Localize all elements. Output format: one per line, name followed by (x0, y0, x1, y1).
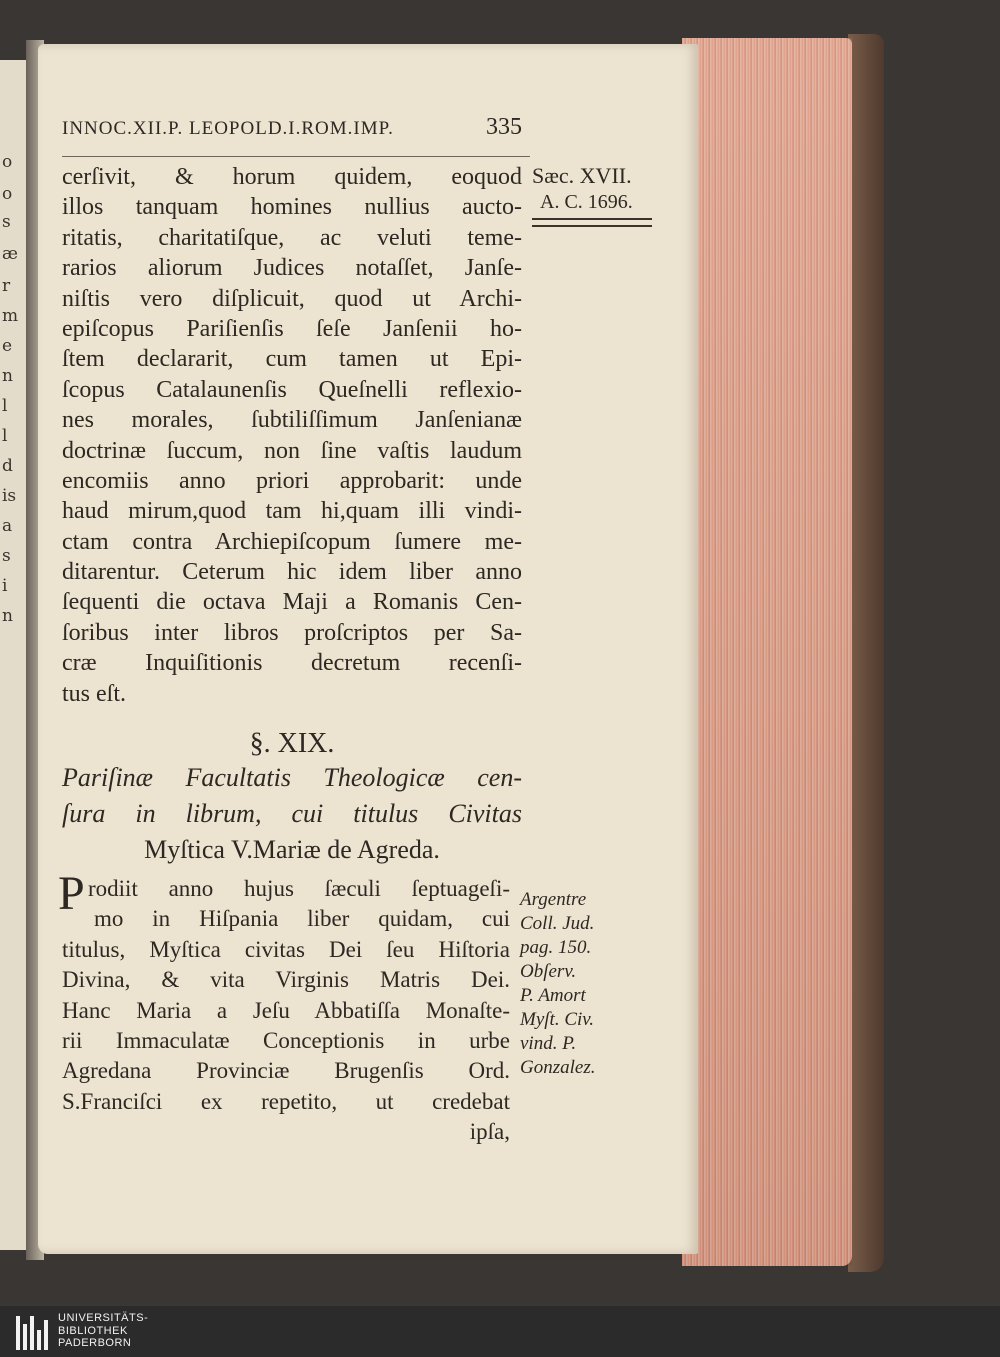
library-logo-icon (16, 1314, 50, 1350)
text-line: niſtis vero diſplicuit, quod ut Archi- (62, 285, 522, 312)
book-cover (848, 34, 884, 1272)
catchword: ipſa, (469, 1119, 510, 1145)
text-line: Divina, & vita Virginis Matris Dei. (62, 967, 510, 993)
side-note-line: P. Amort (520, 985, 586, 1006)
text-line: rodiit anno hujus ſæculi ſeptuageſi- (88, 876, 510, 901)
library-name-line: PADERBORN (58, 1337, 132, 1349)
side-note-line: Coll. Jud. (520, 913, 595, 934)
text-line: ſequenti die octava Maji a Romanis Cen- (62, 589, 522, 616)
margin-rule (532, 218, 652, 227)
left-fragment: o (2, 152, 13, 172)
text-line: Agredana Provinciæ Brugenſis Ord. (62, 1058, 510, 1084)
text-line: rii Immaculatæ Conceptionis in urbe (62, 1027, 510, 1053)
left-fragment: o (2, 184, 13, 204)
page-edges (682, 38, 852, 1266)
text-line: tus eſt. (62, 680, 126, 707)
left-fragment: is (2, 486, 17, 506)
left-fragment: l (2, 396, 8, 416)
side-note-line: pag. 150. (520, 937, 592, 958)
text-line: illos tanquam homines nullius aucto- (62, 194, 522, 221)
heading-line: ſura in librum, cui titulus Civitas (62, 799, 522, 828)
text-line: rarios aliorum Judices notaſſet, Janſe- (62, 255, 522, 282)
left-fragment: n (2, 606, 13, 626)
text-line: ritatis, charitatiſque, ac veluti teme- (62, 224, 522, 251)
text-line: encomiis anno priori approbarit: unde (62, 467, 522, 494)
left-fragment: r (2, 276, 11, 296)
margin-year: A. C. 1696. (540, 191, 633, 213)
library-name-line: UNIVERSITÄTS- (58, 1312, 149, 1324)
left-fragment: m (2, 306, 19, 326)
side-note-line: Gonzalez. (520, 1057, 596, 1078)
heading-line: Pariſinæ Facultatis Theologicæ cen- (62, 763, 522, 792)
paragraph (58, 867, 510, 1148)
page-number: 335 (486, 114, 522, 140)
text-line: Hanc Maria a Jeſu Abbatiſſa Monaſte- (62, 997, 510, 1023)
library-name (58, 1312, 148, 1350)
text-line: doctrinæ ſuccum, non ſine vaſtis laudum (62, 437, 522, 464)
text-line: haud mirum,quod tam hi,quam illi vindi- (62, 498, 522, 525)
side-note-line: Myſt. Civ. (520, 1009, 595, 1030)
left-fragment: i (2, 576, 8, 596)
text-line: epiſcopus Pariſienſis ſeſe Janſenii ho- (62, 315, 522, 342)
text-line: ſtem declararit, cum tamen ut Epi- (62, 346, 522, 373)
footer-bar (0, 1306, 1000, 1357)
left-fragment: n (2, 366, 13, 386)
left-fragment: s (2, 212, 11, 232)
library-name-line: BIBLIOTHEK (58, 1324, 128, 1337)
margin-date (532, 162, 652, 227)
text-line: ditarentur. Ceterum hic idem liber anno (62, 559, 522, 586)
side-note-line: vind. P. (520, 1033, 577, 1054)
left-fragment: æ (2, 244, 18, 264)
left-fragment: s (2, 546, 11, 566)
drop-cap: P (58, 867, 85, 920)
text-line: ſoribus inter libros proſcriptos per Sa- (62, 619, 522, 646)
text-line: nes morales, ſubtiliſſimum Janſenianæ (62, 407, 522, 434)
header-rule (62, 156, 530, 157)
left-fragment: e (2, 336, 13, 356)
side-notes (520, 888, 640, 1080)
section-heading (62, 760, 522, 868)
side-note-line: Obſerv. (520, 961, 577, 982)
side-note-line: Argentre (520, 889, 587, 910)
left-fragment: a (2, 516, 13, 536)
text-line: titulus, Myſtica civitas Dei ſeu Hiſtoria (62, 936, 510, 962)
text-line: cerſivit, & horum quidem, eoquod (62, 164, 522, 190)
text-line: mo in Hiſpania liber quidam, cui (94, 906, 510, 932)
left-fragment: d (2, 456, 13, 476)
section-number: §. XIX. (249, 728, 335, 759)
text-line: S.Franciſci ex repetito, ut credebat (62, 1088, 510, 1114)
text-line: ſcopus Catalaunenſis Queſnelli reflexio- (62, 376, 522, 403)
body-text (62, 162, 522, 709)
margin-century: Sæc. XVII. (532, 163, 632, 188)
left-fragment: l (2, 426, 8, 446)
text-line: ctam contra Archiepiſcopum ſumere me- (62, 528, 522, 555)
running-title: INNOC.XII.P. LEOPOLD.I.ROM.IMP. (62, 118, 394, 139)
heading-line: Myſtica V.Mariæ de Agreda. (144, 835, 440, 864)
text-line: cræ Inquiſitionis decretum recenſi- (62, 650, 522, 677)
